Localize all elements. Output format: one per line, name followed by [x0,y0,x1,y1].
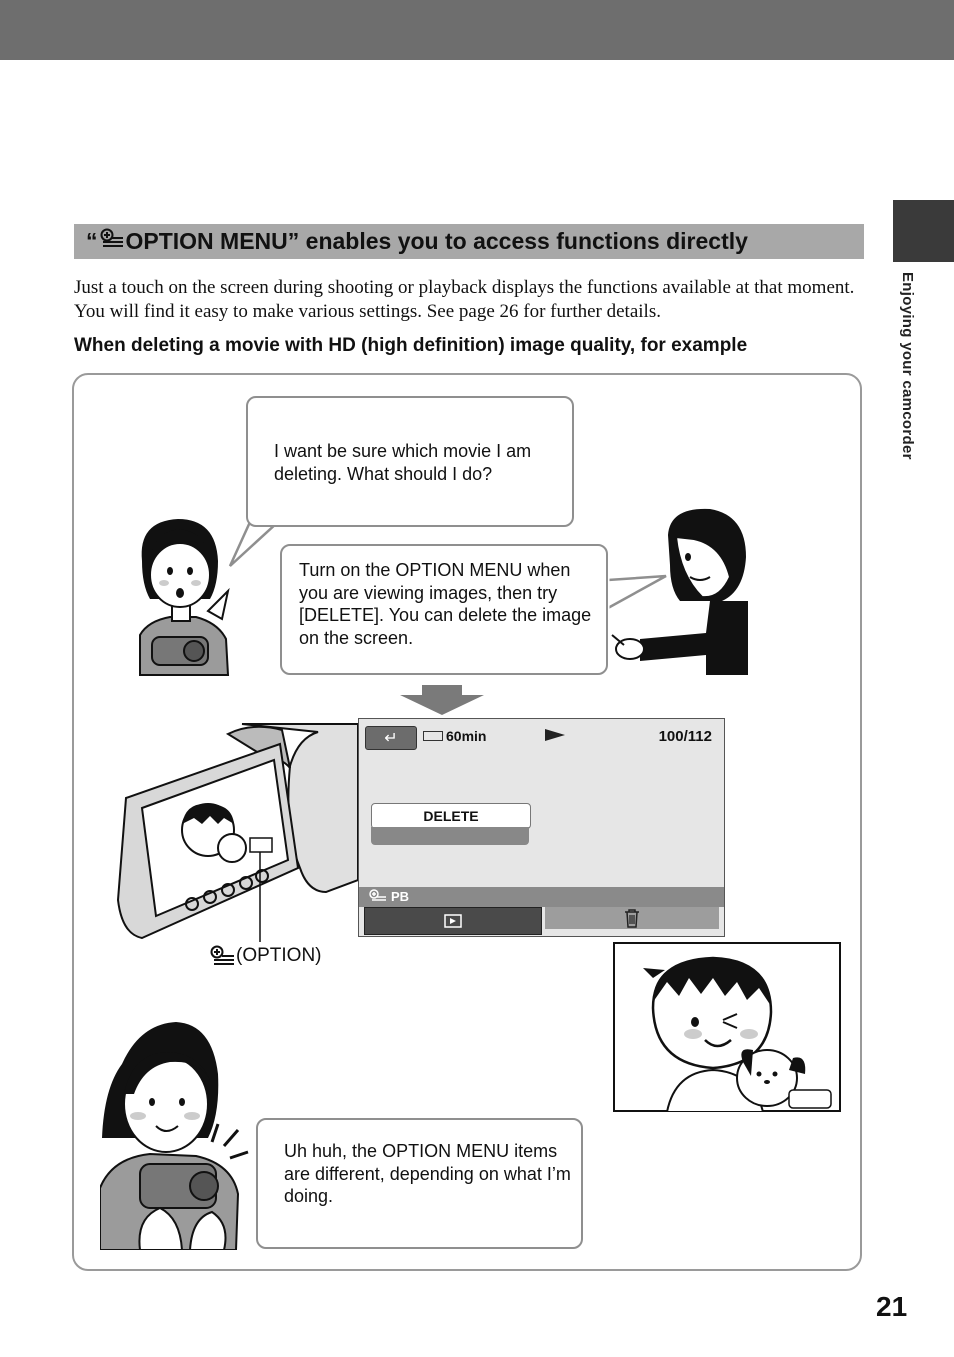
bubble-tail-question [228,520,288,568]
section-heading [74,224,864,259]
lcd-screen [358,718,725,937]
trash-icon [623,908,641,928]
battery-icon [423,731,443,741]
option-icon [369,889,387,906]
section-title: OPTION MENU” enables you to access functions directly [125,228,748,254]
speech-bubble-question: I want be sure which movie I am deleting. What should I do? [246,396,574,527]
return-arrow-icon: ↵ [384,730,398,747]
option-button-label: (OPTION) [210,945,322,967]
delete-tab-button[interactable] [545,907,719,929]
option-icon [100,228,124,256]
page-number: 21 [876,1291,908,1322]
chapter-label: Enjoying your camcorder [899,272,916,460]
speech-bubble-reply: Uh huh, the OPTION MENU items are different, depending on what I’m doing. [256,1118,583,1249]
example-subheading: When deleting a movie with HD (high definition) image quality, for example [74,335,748,356]
play-icon [545,729,565,741]
image-counter: 100/112 [658,728,712,745]
speech-bubble-answer: Turn on the OPTION MENU when you are viewing images, then try [DELETE]. You can delete the image on the screen. [280,544,608,675]
playback-icon [444,914,462,928]
woman-with-camcorder-illustration [100,1018,252,1250]
delete-button-shadow [371,827,529,845]
delete-button[interactable]: DELETE [371,803,531,829]
playback-tab-button[interactable] [364,907,542,935]
option-icon [210,945,236,967]
bubble-tail-answer [604,572,670,612]
top-banner [0,0,954,60]
down-arrow-icon [400,685,484,715]
quote-open: “ [86,228,98,254]
chapter-tab [893,200,954,262]
battery-time: 60min [446,728,487,744]
boy-with-dog-picture [613,942,841,1112]
woman-asking-illustration [136,515,240,677]
intro-paragraph: Just a touch on the screen during shooting or playback displays the functions available at that moment. You will find it easy to make various settings. See page 26 for further details. [74,277,855,322]
pb-tab-label: PB [391,889,410,904]
return-button[interactable] [365,726,417,750]
pb-tab-bar [359,887,724,907]
camcorder-illustration [112,720,358,942]
